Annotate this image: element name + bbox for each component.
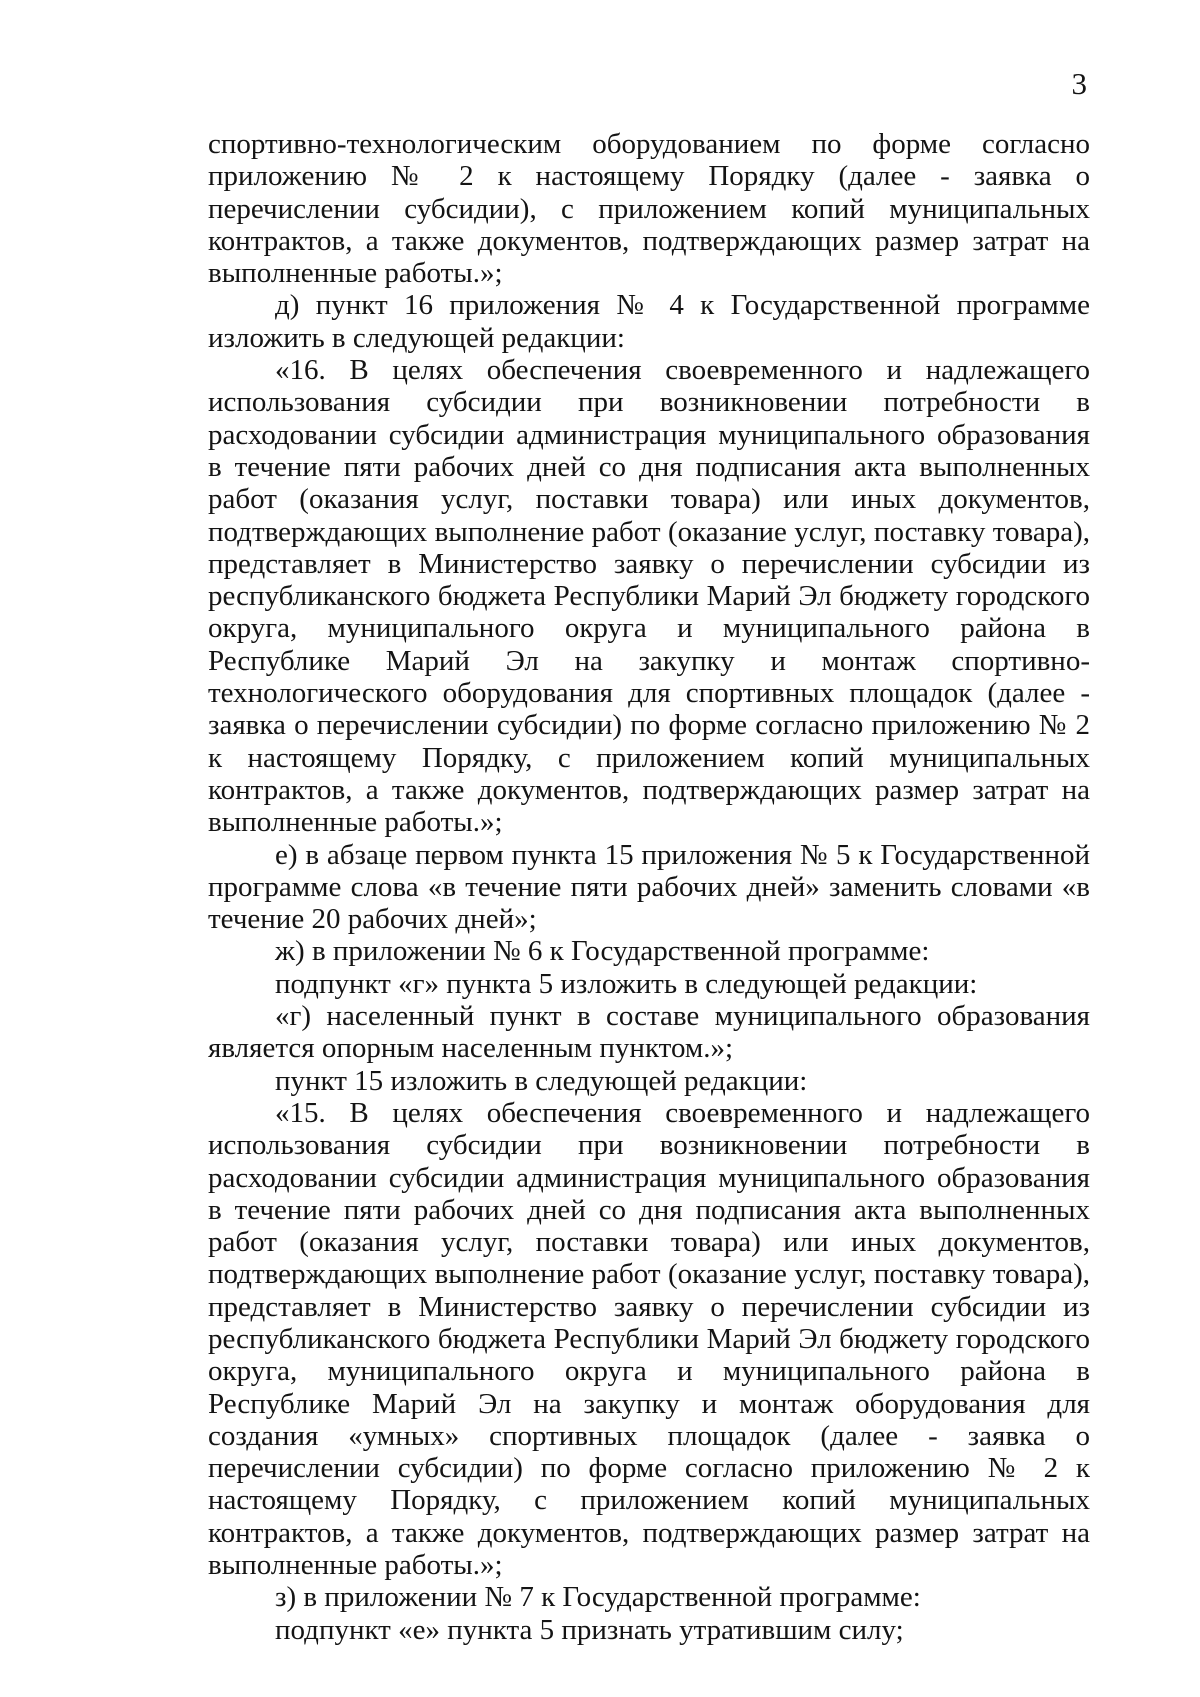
page-number: 3 — [1071, 66, 1087, 101]
paragraph-clause-16: «16. В целях обеспечения своевременного и надлежащего использования субсидии при возникновении потребности в расходовании субсидии администрация муниципального образования в течение пяти рабочих дней со дня подписания акта выполненных работ (оказания услуг, поставки товара) или иных документов, подтверждающих выполнение работ (оказание услуг, поставку товара), представляет в Министерство заявку о перечислении субсидии из республиканского бюджета Республики Марий Эл бюджету городского округа, муниципального округа и муниципального района в Республике Марий Эл на закупку и монтаж спортивно-технологического оборудования для спортивных площадок (далее - заявка о перечислении субсидии) по форме согласно приложению № 2 к настоящему Порядку, с приложением копий муниципальных контрактов, а также документов, подтверждающих размер затрат на выполненные работы.»; — [208, 354, 1090, 839]
paragraph-subitem-g-intro: подпункт «г» пункта 5 изложить в следующей редакции: — [275, 967, 978, 1000]
paragraph-item-d: д) пункт 16 приложения № 4 к Государственной программе изложить в следующей редакции: — [208, 289, 1090, 354]
paragraph-item-z: з) в приложении № 7 к Государственной программе: — [275, 1581, 921, 1614]
paragraph-continuation: спортивно-технологическим оборудованием по форме согласно приложению № 2 к настоящему Порядку (далее - заявка о перечислении субсидии), с приложением копий муниципальных контрактов, а также документов, подтверждающих размер затрат на выполненные работы.»; — [208, 128, 1090, 290]
paragraph-subitem-g: «г) населенный пункт в составе муниципального образования является опорным населенным пунктом.»; — [208, 1000, 1090, 1065]
paragraph-item-e: е) в абзаце первом пункта 15 приложения № 5 к Государственной программе слова «в течение пяти рабочих дней» заменить словами «в течение 20 рабочих дней»; — [208, 838, 1090, 936]
paragraph-subitem-e: подпункт «е» пункта 5 признать утратившим силу; — [275, 1613, 904, 1646]
document-body — [208, 128, 1090, 1646]
paragraph-clause-15-intro: пункт 15 изложить в следующей редакции: — [275, 1064, 808, 1097]
paragraph-clause-15: «15. В целях обеспечения своевременного и надлежащего использования субсидии при возникновении потребности в расходовании субсидии администрация муниципального образования в течение пяти рабочих дней со дня подписания акта выполненных работ (оказания услуг, поставки товара) или иных документов, подтверждающих выполнение работ (оказание услуг, поставку товара), представляет в Министерство заявку о перечислении субсидии из республиканского бюджета Республики Марий Эл бюджету городского округа, муниципального округа и муниципального района в Республике Марий Эл на закупку и монтаж оборудования для создания «умных» спортивных площадок (далее - заявка о перечислении субсидии) по форме согласно приложению № 2 к настоящему Порядку, с приложением копий муниципальных контрактов, а также документов, подтверждающих размер затрат на выполненные работы.»; — [208, 1096, 1090, 1582]
paragraph-item-zh: ж) в приложении № 6 к Государственной программе: — [275, 935, 930, 968]
